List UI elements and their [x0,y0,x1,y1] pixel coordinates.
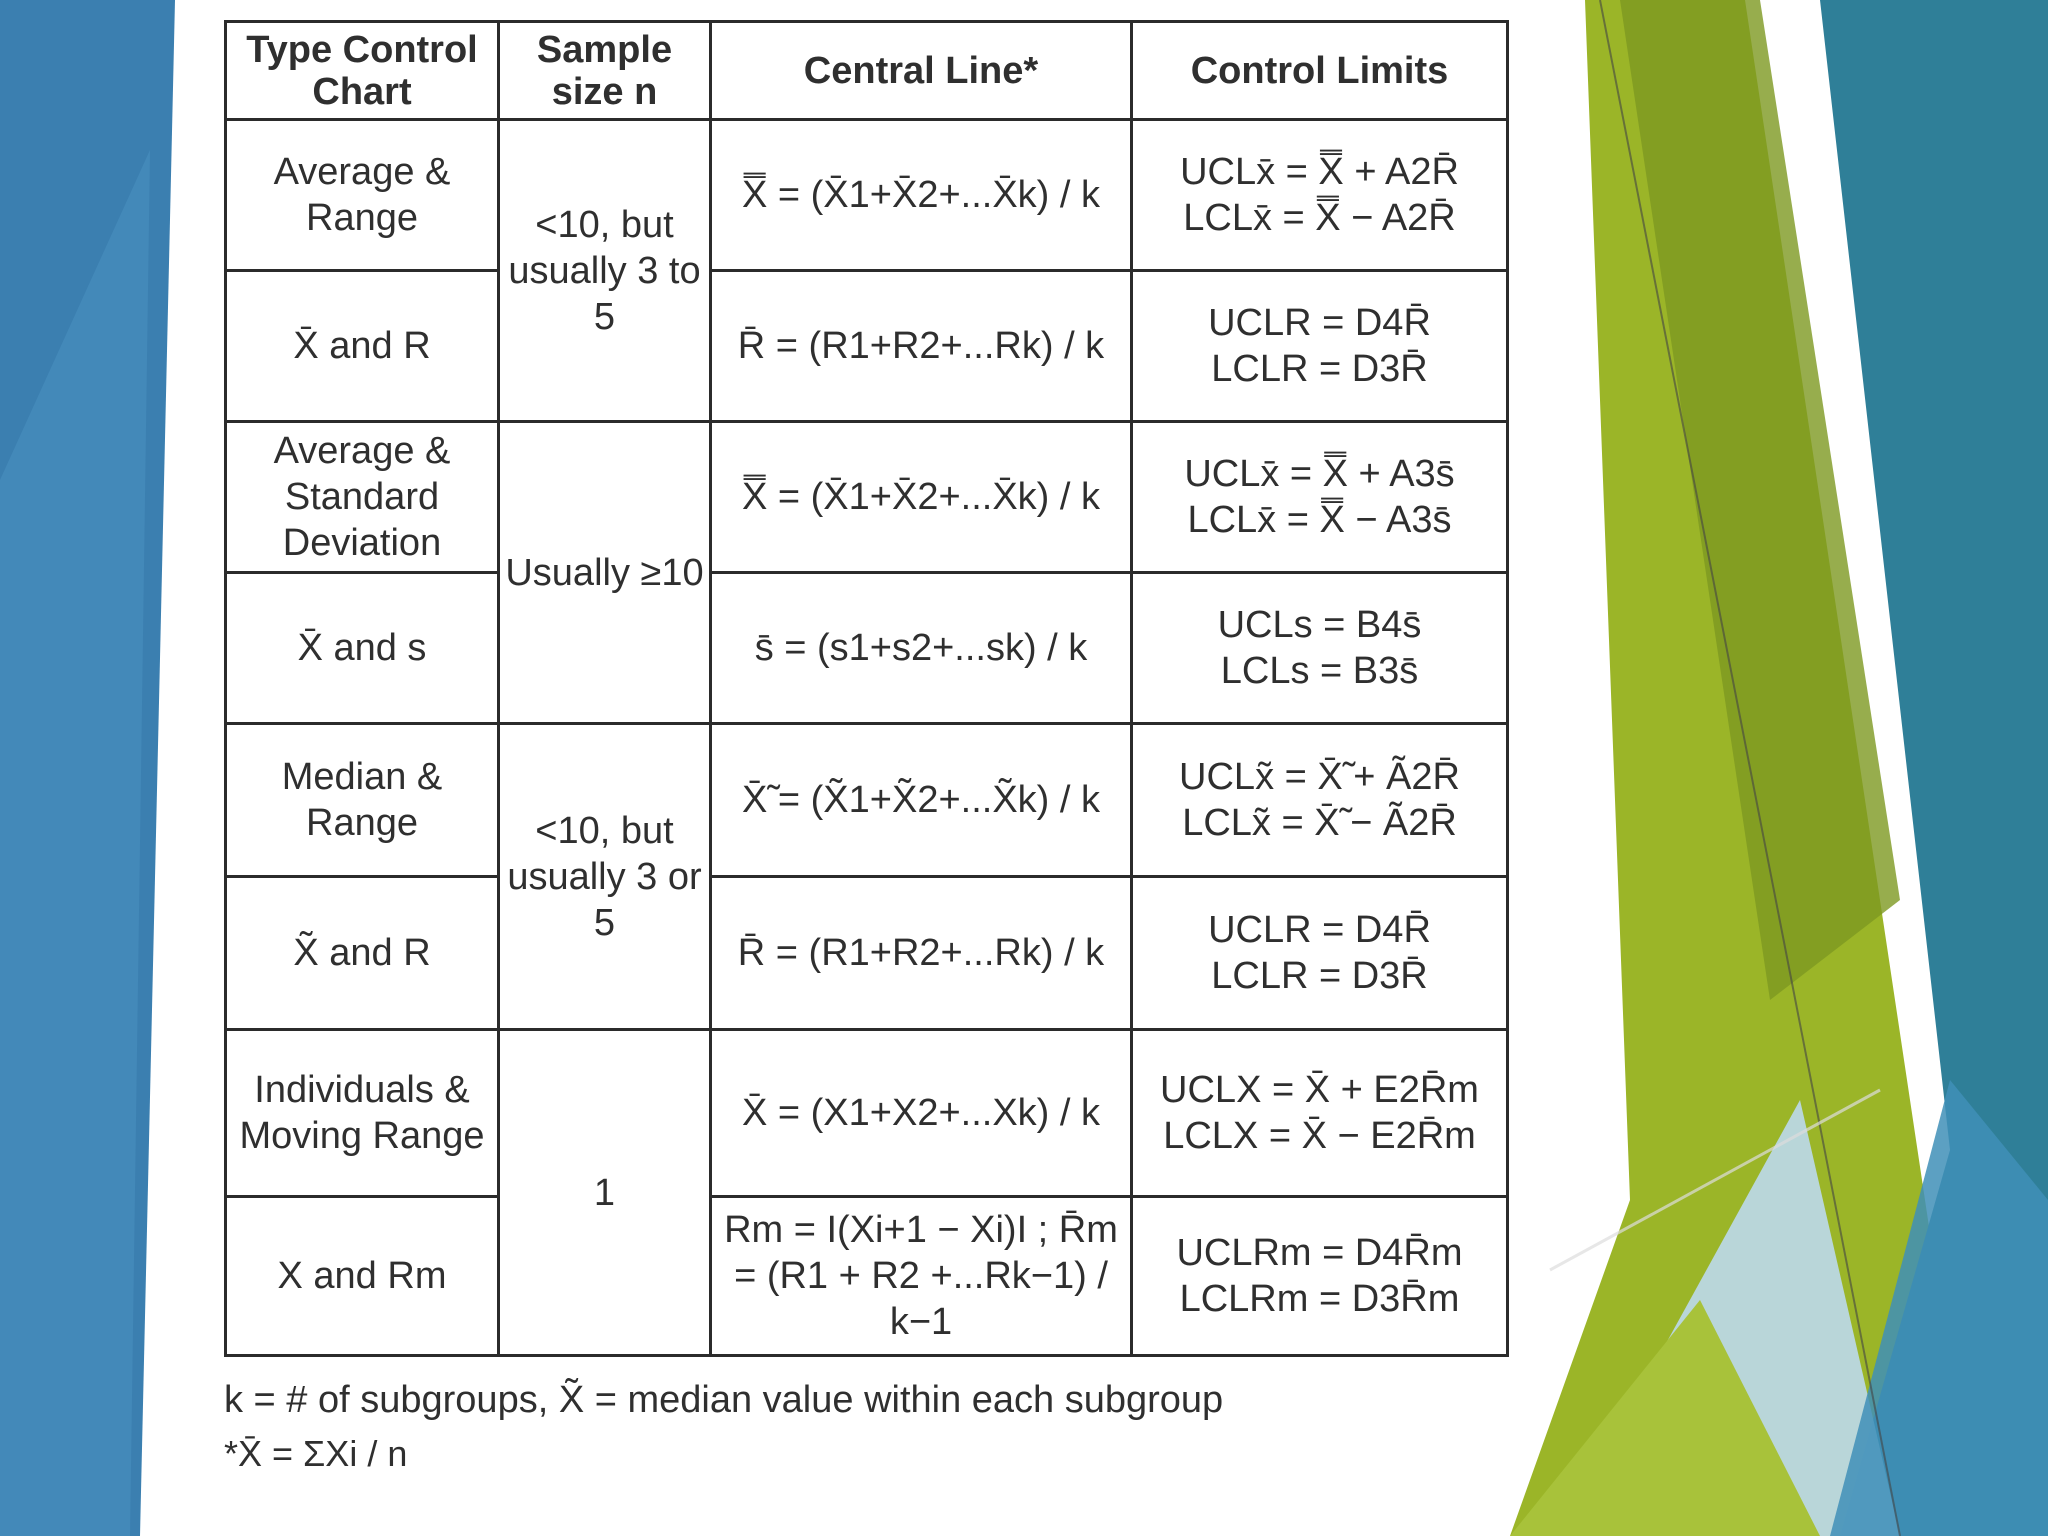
table-row [226,877,1508,1030]
table-row [226,1030,1508,1197]
ucl-formula: UCLx̃ = X̄̃ + Ã2R̄ [1179,756,1460,798]
lcl-formula: LCLX = X̄ − E2R̄m [1163,1115,1476,1157]
control-limits-cell [1132,1030,1508,1197]
lcl-formula: LCLx̃ = X̄̃ − Ã2R̄ [1182,802,1457,844]
control-limits-cell [1132,877,1508,1030]
ucl-formula: UCLx̄ = X̿ + A2R̄ [1180,151,1459,193]
table-row [226,422,1508,573]
central-line-cell: R̄ = (R1+R2+...Rk) / k [711,271,1132,422]
lcl-formula: LCLR = D3R̄ [1211,348,1428,390]
type-cell: X and Rm [226,1197,499,1356]
ucl-formula: UCLR = D4R̄ [1208,302,1431,344]
table-header-row [226,22,1508,120]
header-sample-size: Sample size n [499,22,711,120]
central-line-cell: Rm = I(Xi+1 − Xi)I ; R̄m = (R1 + R2 +...Rk−1) / k−1 [711,1197,1132,1356]
control-chart-table-container [224,20,1506,1475]
central-line-cell: X̿ = (X̄1+X̄2+...X̄k) / k [711,120,1132,271]
sample-size-cell: <10, but usually 3 or 5 [499,724,711,1030]
type-cell: X̄ and R [226,271,499,422]
central-line-cell: X̄ = (X1+X2+...Xk) / k [711,1030,1132,1197]
table-row [226,120,1508,271]
lcl-formula: LCLs = B3s̄ [1220,650,1419,692]
type-cell: Average & Standard Deviation [226,422,499,573]
control-limits-cell [1132,271,1508,422]
ucl-formula: UCLx̄ = X̿ + A3s̄ [1184,453,1455,495]
header-control-limits: Control Limits [1132,22,1508,120]
header-type: Type Control Chart [226,22,499,120]
central-line-cell: X̄̃ = (X̃1+X̃2+...X̃k) / k [711,724,1132,877]
lcl-formula: LCLRm = D3R̄m [1179,1278,1460,1320]
table-row [226,573,1508,724]
central-line-cell: R̄ = (R1+R2+...Rk) / k [711,877,1132,1030]
control-limits-cell [1132,724,1508,877]
ucl-formula: UCLX = X̄ + E2R̄m [1160,1069,1479,1111]
sample-size-cell: <10, but usually 3 to 5 [499,120,711,422]
table-row [226,724,1508,877]
footnote-formula: *X̄ = ΣXi / n [224,1433,408,1474]
control-limits-cell [1132,120,1508,271]
table-row [226,1197,1508,1356]
control-limits-cell [1132,422,1508,573]
sample-size-cell: 1 [499,1030,711,1356]
control-limits-cell [1132,1197,1508,1356]
lcl-formula: LCLR = D3R̄ [1211,955,1428,997]
type-cell: Average & Range [226,120,499,271]
header-central-line: Central Line* [711,22,1132,120]
type-cell: Individuals & Moving Range [226,1030,499,1197]
sample-size-cell: Usually ≥10 [499,422,711,724]
ucl-formula: UCLs = B4s̄ [1217,604,1422,646]
central-line-cell: X̿ = (X̄1+X̄2+...X̄k) / k [711,422,1132,573]
lcl-formula: LCLx̄ = X̿ − A2R̄ [1183,197,1456,239]
subgroup-definition: k = # of subgroups, X̃ = median value within each subgroup [224,1379,1224,1421]
control-limits-cell [1132,573,1508,724]
lcl-formula: LCLx̄ = X̿ − A3s̄ [1187,499,1452,541]
type-cell: Median & Range [226,724,499,877]
type-cell: X̄ and s [226,573,499,724]
ucl-formula: UCLRm = D4R̄m [1176,1232,1463,1274]
table-row [226,271,1508,422]
central-line-cell: s̄ = (s1+s2+...sk) / k [711,573,1132,724]
control-chart-table [224,20,1509,1357]
ucl-formula: UCLR = D4R̄ [1208,909,1431,951]
type-cell: X̃ and R [226,877,499,1030]
